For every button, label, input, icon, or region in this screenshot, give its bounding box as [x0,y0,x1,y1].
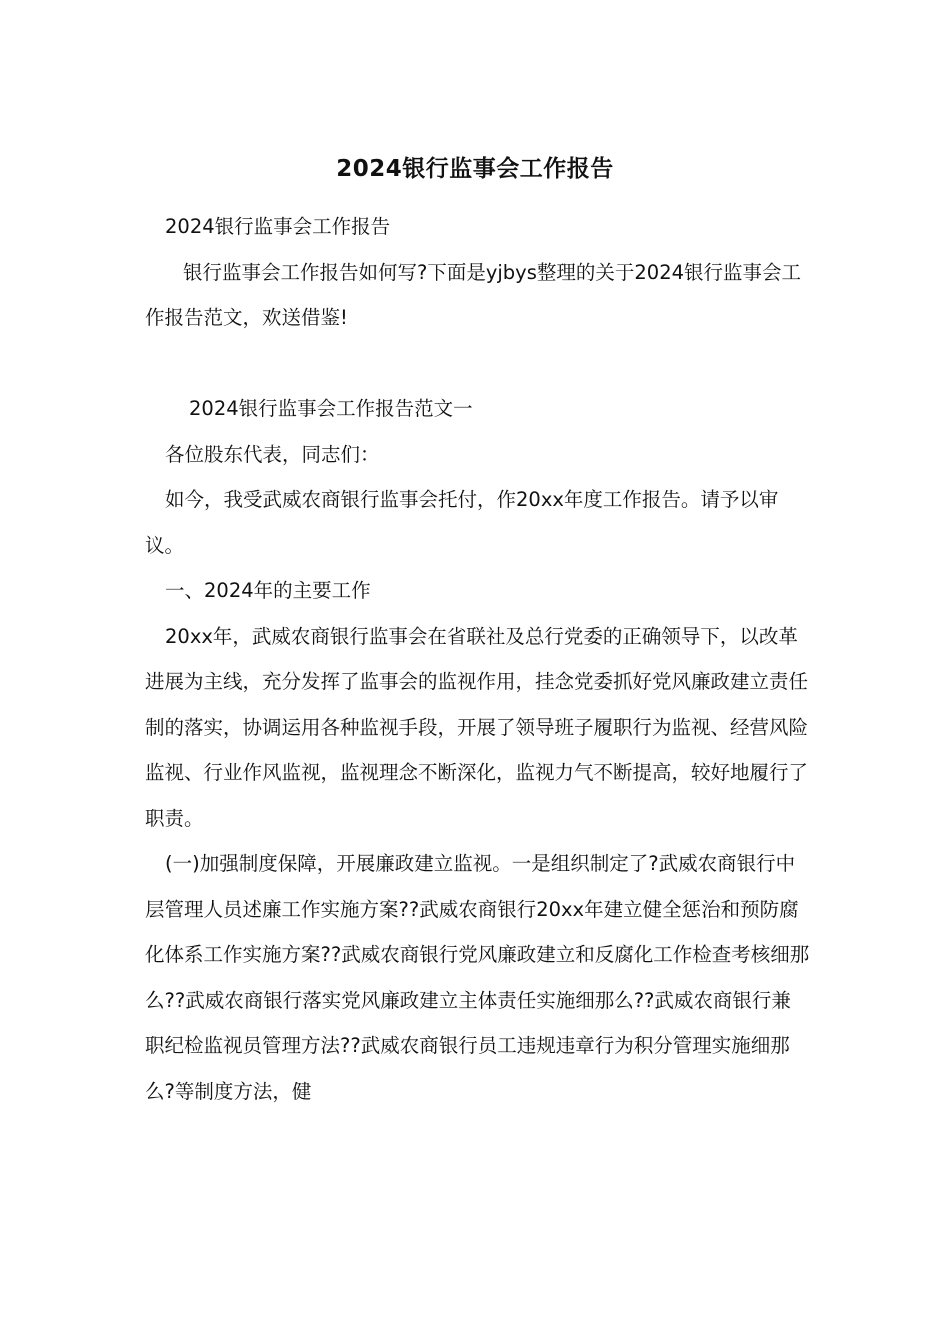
blank-line [145,341,810,387]
paragraph-heading-one: 一、2024年的主要工作 [165,579,371,602]
paragraph-body: 20xx年，武威农商银行监事会在省联社及总行党委的正确领导下，以改革进展为主线，充分发挥了监事会的监视作用，挂念党委抓好党风廉政建立责任制的落实，协调运用各种监视手段，开展了领导班子履职行为监视、经营风险监视、行业作风监视，监视理念不断深化，监视力气不断提高，较好地履行了职责。 [145,624,809,830]
paragraph-section-heading: 2024银行监事会工作报告范文一 [189,397,473,420]
paragraph-salutation: 各位股东代表，同志们： [165,442,380,466]
paragraph-body: (一)加强制度保障，开展廉政建立监视。一是组织制定了?武威农商银行中层管理人员述廉工作实施方案??武威农商银行20xx年建立健全惩治和预防腐化体系工作实施方案??武威农商银行党风廉政建立和反腐化工作检查考核细那么??武威农商银行落实党风廉政建立主体责任实施细那么??武威农商银行兼职纪检监视员管理方法??武威农商银行员工违规违章行为积分管理实施细那么?等制度方法，健 [145,852,810,1103]
paragraph-subtitle: 2024银行监事会工作报告 [165,215,391,238]
document-title: 2024银行监事会工作报告 [336,156,614,182]
paragraph-opening: 如今，我受武威农商银行监事会托付，作20xx年度工作报告。请予以审议。 [145,488,779,557]
document-body [145,204,810,1114]
paragraph-intro: 银行监事会工作报告如何写?下面是yjbys整理的关于2024银行监事会工作报告范文，欢送借鉴! [145,260,802,329]
